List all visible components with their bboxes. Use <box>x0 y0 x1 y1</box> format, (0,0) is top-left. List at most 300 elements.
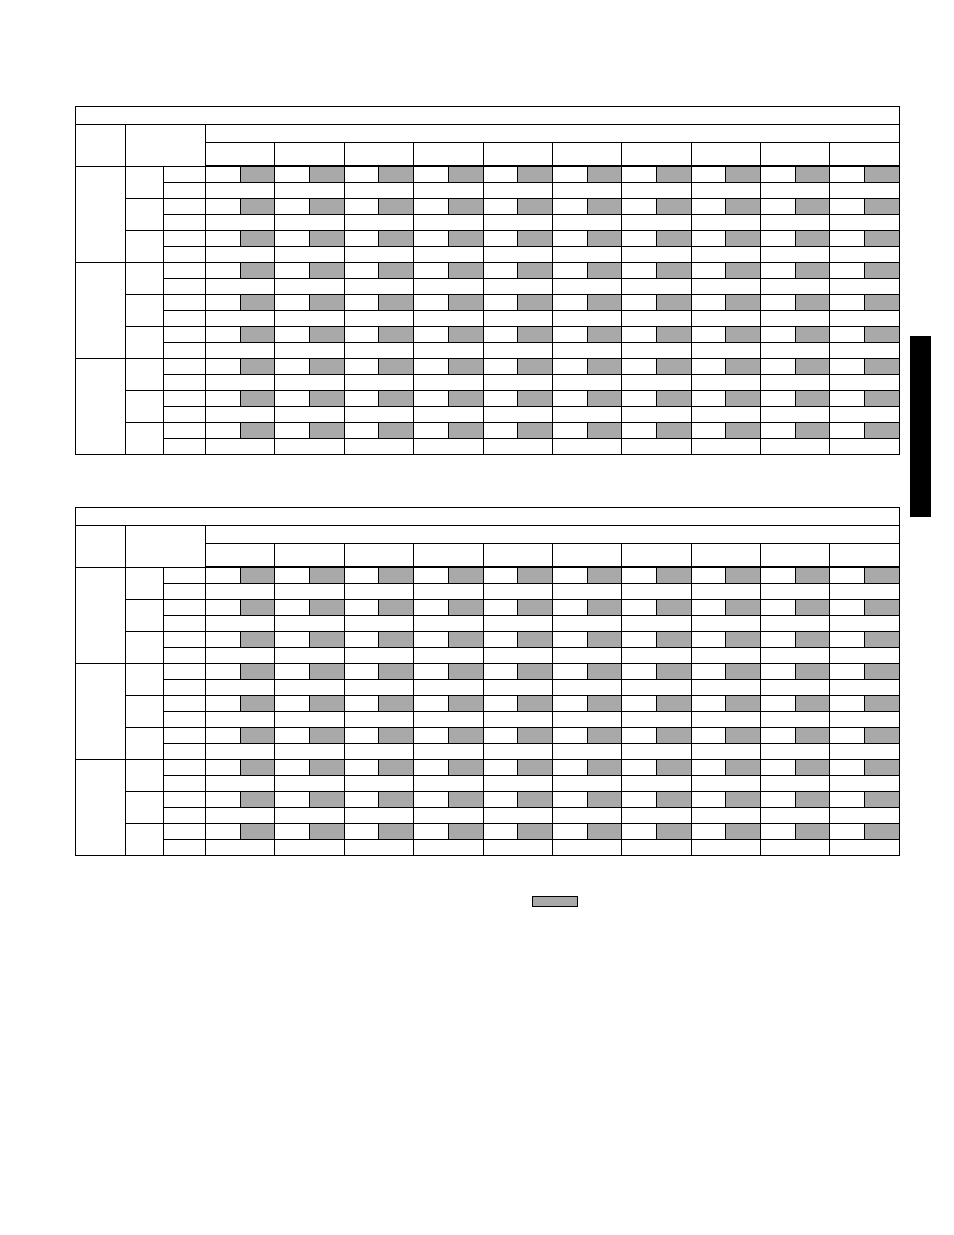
value-cell-merged <box>275 215 344 231</box>
row-label-cell <box>164 199 206 215</box>
value-cell <box>691 760 726 776</box>
value-cell-shaded <box>726 359 761 375</box>
table-row <box>76 439 900 455</box>
value-cell-shaded <box>865 231 900 247</box>
value-cell-shaded <box>448 295 483 311</box>
value-cell-merged <box>275 648 344 664</box>
value-cell-merged <box>206 247 275 263</box>
value-cell <box>691 359 726 375</box>
value-cell <box>761 696 796 712</box>
value-cell-shaded <box>726 632 761 648</box>
value-cell-shaded <box>240 423 275 439</box>
value-cell <box>344 568 379 584</box>
value-cell-merged <box>552 311 621 327</box>
table-row <box>76 696 900 712</box>
value-cell-merged <box>414 183 483 199</box>
value-cell-shaded <box>310 792 345 808</box>
value-cell <box>552 632 587 648</box>
value-cell-shaded <box>240 760 275 776</box>
value-cell-merged <box>414 439 483 455</box>
row-subgroup-cell <box>126 696 164 728</box>
value-cell-merged <box>622 712 691 728</box>
column-group-header <box>830 143 900 166</box>
value-cell-merged <box>761 215 830 231</box>
row-label-cell <box>164 712 206 728</box>
value-cell-merged <box>344 215 413 231</box>
value-cell-merged <box>275 808 344 824</box>
value-cell-shaded <box>379 423 414 439</box>
table-row <box>76 279 900 295</box>
value-cell-merged <box>483 183 552 199</box>
value-cell-shaded <box>518 359 553 375</box>
value-cell-shaded <box>726 327 761 343</box>
value-cell-shaded <box>795 263 830 279</box>
row-label-cell <box>164 792 206 808</box>
value-cell-shaded <box>379 263 414 279</box>
value-cell <box>275 263 310 279</box>
value-cell-shaded <box>587 327 622 343</box>
table-row <box>76 231 900 247</box>
value-cell-shaded <box>656 568 691 584</box>
row-label-cell <box>164 407 206 423</box>
value-cell-shaded <box>726 664 761 680</box>
value-cell-shaded <box>656 600 691 616</box>
value-cell <box>552 199 587 215</box>
value-cell-merged <box>275 744 344 760</box>
value-cell-merged <box>830 584 900 600</box>
value-cell-shaded <box>310 167 345 183</box>
value-cell <box>206 359 241 375</box>
value-cell <box>830 199 865 215</box>
table-row <box>76 744 900 760</box>
value-cell-shaded <box>518 600 553 616</box>
value-cell-shaded <box>726 391 761 407</box>
row-subgroup-cell <box>126 231 164 263</box>
value-cell <box>552 792 587 808</box>
value-cell <box>830 391 865 407</box>
row-group-cell <box>76 760 126 856</box>
value-cell-shaded <box>587 359 622 375</box>
value-cell-shaded <box>240 632 275 648</box>
value-cell-shaded <box>726 295 761 311</box>
table-row <box>76 680 900 696</box>
value-cell-merged <box>552 439 621 455</box>
column-group-header <box>206 143 275 166</box>
value-cell <box>344 359 379 375</box>
value-cell <box>552 167 587 183</box>
value-cell-shaded <box>795 391 830 407</box>
value-cell-merged <box>691 343 760 359</box>
column-group-header <box>483 143 552 166</box>
value-cell <box>761 263 796 279</box>
value-cell <box>552 824 587 840</box>
row-subgroup-cell <box>126 824 164 856</box>
value-cell-merged <box>206 183 275 199</box>
value-cell-shaded <box>726 263 761 279</box>
value-cell <box>344 728 379 744</box>
row-subgroup-cell <box>126 568 164 600</box>
value-cell-shaded <box>310 568 345 584</box>
value-cell <box>761 359 796 375</box>
value-cell <box>206 760 241 776</box>
value-cell-shaded <box>310 295 345 311</box>
value-cell-merged <box>206 808 275 824</box>
value-cell <box>483 760 518 776</box>
value-cell-shaded <box>656 327 691 343</box>
value-cell <box>830 792 865 808</box>
value-cell-merged <box>206 776 275 792</box>
value-cell-merged <box>830 279 900 295</box>
value-cell-merged <box>830 776 900 792</box>
value-cell <box>483 423 518 439</box>
table-row <box>76 199 900 215</box>
value-cell-merged <box>206 343 275 359</box>
value-cell <box>483 359 518 375</box>
value-cell-shaded <box>865 824 900 840</box>
value-cell <box>414 359 449 375</box>
value-cell-shaded <box>656 664 691 680</box>
value-cell-merged <box>830 808 900 824</box>
value-cell-shaded <box>518 231 553 247</box>
row-group-cell <box>76 568 126 664</box>
value-cell-merged <box>622 215 691 231</box>
value-cell-shaded <box>865 696 900 712</box>
row-group-cell <box>76 263 126 359</box>
value-cell-merged <box>552 808 621 824</box>
value-cell-shaded <box>518 632 553 648</box>
value-cell-merged <box>483 279 552 295</box>
value-cell-merged <box>483 215 552 231</box>
value-cell-merged <box>206 840 275 856</box>
value-cell-merged <box>830 343 900 359</box>
value-cell-merged <box>761 680 830 696</box>
value-cell-shaded <box>795 327 830 343</box>
row-subgroup-cell <box>126 359 164 391</box>
row-label-cell <box>164 776 206 792</box>
value-cell-merged <box>483 808 552 824</box>
value-cell-shaded <box>240 391 275 407</box>
table-row <box>76 327 900 343</box>
value-cell <box>830 167 865 183</box>
value-cell-shaded <box>379 568 414 584</box>
row-subgroup-cell <box>126 167 164 199</box>
value-cell <box>691 231 726 247</box>
value-cell-merged <box>206 279 275 295</box>
value-cell <box>691 728 726 744</box>
value-cell-merged <box>206 648 275 664</box>
value-cell <box>691 167 726 183</box>
value-cell-shaded <box>795 664 830 680</box>
value-cell-shaded <box>865 760 900 776</box>
value-cell-shaded <box>310 423 345 439</box>
row-label-cell <box>164 600 206 616</box>
value-cell <box>830 295 865 311</box>
value-cell-shaded <box>448 632 483 648</box>
table-row <box>76 600 900 616</box>
value-cell-merged <box>344 311 413 327</box>
value-cell-merged <box>414 279 483 295</box>
value-cell-shaded <box>518 728 553 744</box>
row-label-cell <box>164 183 206 199</box>
value-cell <box>275 760 310 776</box>
value-cell-shaded <box>518 664 553 680</box>
value-cell <box>691 199 726 215</box>
row-label-cell <box>164 167 206 183</box>
value-cell-merged <box>206 744 275 760</box>
value-cell <box>552 568 587 584</box>
value-cell-merged <box>414 343 483 359</box>
table-row <box>76 343 900 359</box>
value-cell-shaded <box>656 167 691 183</box>
value-cell <box>483 167 518 183</box>
value-cell <box>414 792 449 808</box>
row-subgroup-cell <box>126 760 164 792</box>
row-subgroup-cell <box>126 423 164 455</box>
value-cell-shaded <box>518 199 553 215</box>
value-cell <box>414 167 449 183</box>
table-header-row <box>76 526 900 544</box>
value-cell-shaded <box>795 231 830 247</box>
value-cell-shaded <box>656 359 691 375</box>
value-cell-shaded <box>726 167 761 183</box>
value-cell-shaded <box>448 391 483 407</box>
row-label-cell <box>164 584 206 600</box>
value-cell-shaded <box>240 231 275 247</box>
value-cell <box>483 295 518 311</box>
value-cell-merged <box>830 744 900 760</box>
row-label-cell <box>164 840 206 856</box>
value-cell <box>275 632 310 648</box>
value-cell-merged <box>761 840 830 856</box>
row-label-cell <box>164 391 206 407</box>
column-group-header <box>552 143 621 166</box>
value-cell-merged <box>483 776 552 792</box>
value-cell-shaded <box>448 231 483 247</box>
value-cell-shaded <box>795 199 830 215</box>
value-cell-shaded <box>379 600 414 616</box>
value-cell-shaded <box>240 600 275 616</box>
value-cell-merged <box>691 279 760 295</box>
value-cell <box>206 824 241 840</box>
value-cell-shaded <box>865 792 900 808</box>
value-cell <box>483 263 518 279</box>
value-cell-shaded <box>240 664 275 680</box>
value-cell-merged <box>622 808 691 824</box>
table-row <box>76 616 900 632</box>
value-cell-merged <box>483 680 552 696</box>
value-cell-shaded <box>240 824 275 840</box>
value-cell-shaded <box>726 231 761 247</box>
table-row <box>76 183 900 199</box>
value-cell <box>622 568 657 584</box>
value-cell-shaded <box>448 263 483 279</box>
value-cell-merged <box>761 776 830 792</box>
value-cell-merged <box>761 407 830 423</box>
value-cell <box>761 295 796 311</box>
table-title-row <box>76 508 900 526</box>
row-subgroup-cell <box>126 664 164 696</box>
table-row <box>76 632 900 648</box>
value-cell <box>344 327 379 343</box>
value-cell-merged <box>761 279 830 295</box>
value-cell-shaded <box>726 728 761 744</box>
value-cell <box>622 295 657 311</box>
row-label-cell <box>164 343 206 359</box>
value-cell-shaded <box>795 792 830 808</box>
value-cell-shaded <box>726 199 761 215</box>
value-cell-merged <box>275 407 344 423</box>
value-cell <box>275 327 310 343</box>
value-cell-merged <box>622 375 691 391</box>
value-cell <box>483 568 518 584</box>
row-group-cell <box>76 359 126 455</box>
value-cell-merged <box>830 840 900 856</box>
value-cell-merged <box>830 712 900 728</box>
value-cell-shaded <box>795 359 830 375</box>
value-cell-shaded <box>448 199 483 215</box>
value-cell <box>761 760 796 776</box>
value-cell-shaded <box>518 263 553 279</box>
value-cell-merged <box>761 311 830 327</box>
value-cell <box>761 664 796 680</box>
value-cell <box>761 327 796 343</box>
value-cell <box>483 231 518 247</box>
value-cell-merged <box>344 375 413 391</box>
value-cell-shaded <box>587 568 622 584</box>
value-cell-merged <box>622 439 691 455</box>
header-span-cell <box>206 125 900 143</box>
value-cell-merged <box>761 343 830 359</box>
value-cell <box>414 423 449 439</box>
table-title-row <box>76 107 900 125</box>
value-cell-merged <box>483 744 552 760</box>
value-cell-shaded <box>448 568 483 584</box>
value-cell-shaded <box>587 423 622 439</box>
value-cell-merged <box>761 648 830 664</box>
value-cell-shaded <box>587 263 622 279</box>
value-cell-shaded <box>379 327 414 343</box>
value-cell-merged <box>622 744 691 760</box>
value-cell-merged <box>344 840 413 856</box>
value-cell-shaded <box>379 632 414 648</box>
value-cell-merged <box>761 247 830 263</box>
value-cell-shaded <box>379 359 414 375</box>
value-cell-shaded <box>379 391 414 407</box>
value-cell-merged <box>552 680 621 696</box>
value-cell-merged <box>275 712 344 728</box>
value-cell-shaded <box>379 728 414 744</box>
value-cell-shaded <box>379 696 414 712</box>
value-cell-shaded <box>448 359 483 375</box>
value-cell-merged <box>691 712 760 728</box>
value-cell-shaded <box>518 423 553 439</box>
value-cell-shaded <box>518 295 553 311</box>
value-cell <box>830 600 865 616</box>
value-cell <box>206 664 241 680</box>
value-cell-merged <box>552 375 621 391</box>
value-cell-merged <box>691 776 760 792</box>
value-cell <box>761 167 796 183</box>
value-cell <box>414 568 449 584</box>
value-cell <box>414 600 449 616</box>
value-cell-merged <box>344 584 413 600</box>
value-cell-merged <box>414 215 483 231</box>
value-cell-shaded <box>310 391 345 407</box>
value-cell-shaded <box>865 664 900 680</box>
value-cell-shaded <box>448 327 483 343</box>
value-cell-merged <box>830 183 900 199</box>
table-row <box>76 648 900 664</box>
value-cell <box>275 423 310 439</box>
value-cell-shaded <box>656 199 691 215</box>
value-cell-merged <box>414 584 483 600</box>
value-cell-merged <box>483 407 552 423</box>
value-cell-shaded <box>656 728 691 744</box>
value-cell <box>206 391 241 407</box>
value-cell <box>552 423 587 439</box>
table-row <box>76 407 900 423</box>
value-cell-merged <box>483 343 552 359</box>
value-cell-shaded <box>865 359 900 375</box>
row-label-cell <box>164 231 206 247</box>
data-table-top <box>75 106 900 455</box>
value-cell-shaded <box>379 824 414 840</box>
value-cell-shaded <box>795 423 830 439</box>
row-label-cell <box>164 247 206 263</box>
value-cell <box>344 696 379 712</box>
value-cell <box>344 664 379 680</box>
row-label-cell <box>164 439 206 455</box>
row-label-cell <box>164 568 206 584</box>
value-cell-merged <box>414 375 483 391</box>
value-cell <box>275 824 310 840</box>
value-cell <box>622 423 657 439</box>
value-cell-merged <box>344 247 413 263</box>
value-cell-shaded <box>518 568 553 584</box>
value-cell <box>275 728 310 744</box>
value-cell-merged <box>830 311 900 327</box>
value-cell-shaded <box>656 423 691 439</box>
value-cell-shaded <box>240 696 275 712</box>
value-cell <box>414 760 449 776</box>
value-cell-shaded <box>587 792 622 808</box>
value-cell <box>552 327 587 343</box>
value-cell-shaded <box>379 199 414 215</box>
value-cell-merged <box>691 584 760 600</box>
header-corner-cell <box>76 526 126 568</box>
table-row <box>76 760 900 776</box>
value-cell-merged <box>206 407 275 423</box>
value-cell <box>761 824 796 840</box>
value-cell-merged <box>275 247 344 263</box>
value-cell <box>206 792 241 808</box>
column-group-header <box>414 544 483 567</box>
value-cell-shaded <box>448 824 483 840</box>
row-label-cell <box>164 632 206 648</box>
value-cell-merged <box>622 584 691 600</box>
value-cell-merged <box>830 439 900 455</box>
value-cell <box>206 632 241 648</box>
value-cell-merged <box>344 183 413 199</box>
value-cell-merged <box>691 680 760 696</box>
value-cell <box>275 359 310 375</box>
value-cell-merged <box>344 680 413 696</box>
value-cell-merged <box>275 840 344 856</box>
column-group-header <box>206 544 275 567</box>
value-cell <box>275 231 310 247</box>
value-cell <box>344 632 379 648</box>
legend-shaded-swatch <box>532 896 578 907</box>
